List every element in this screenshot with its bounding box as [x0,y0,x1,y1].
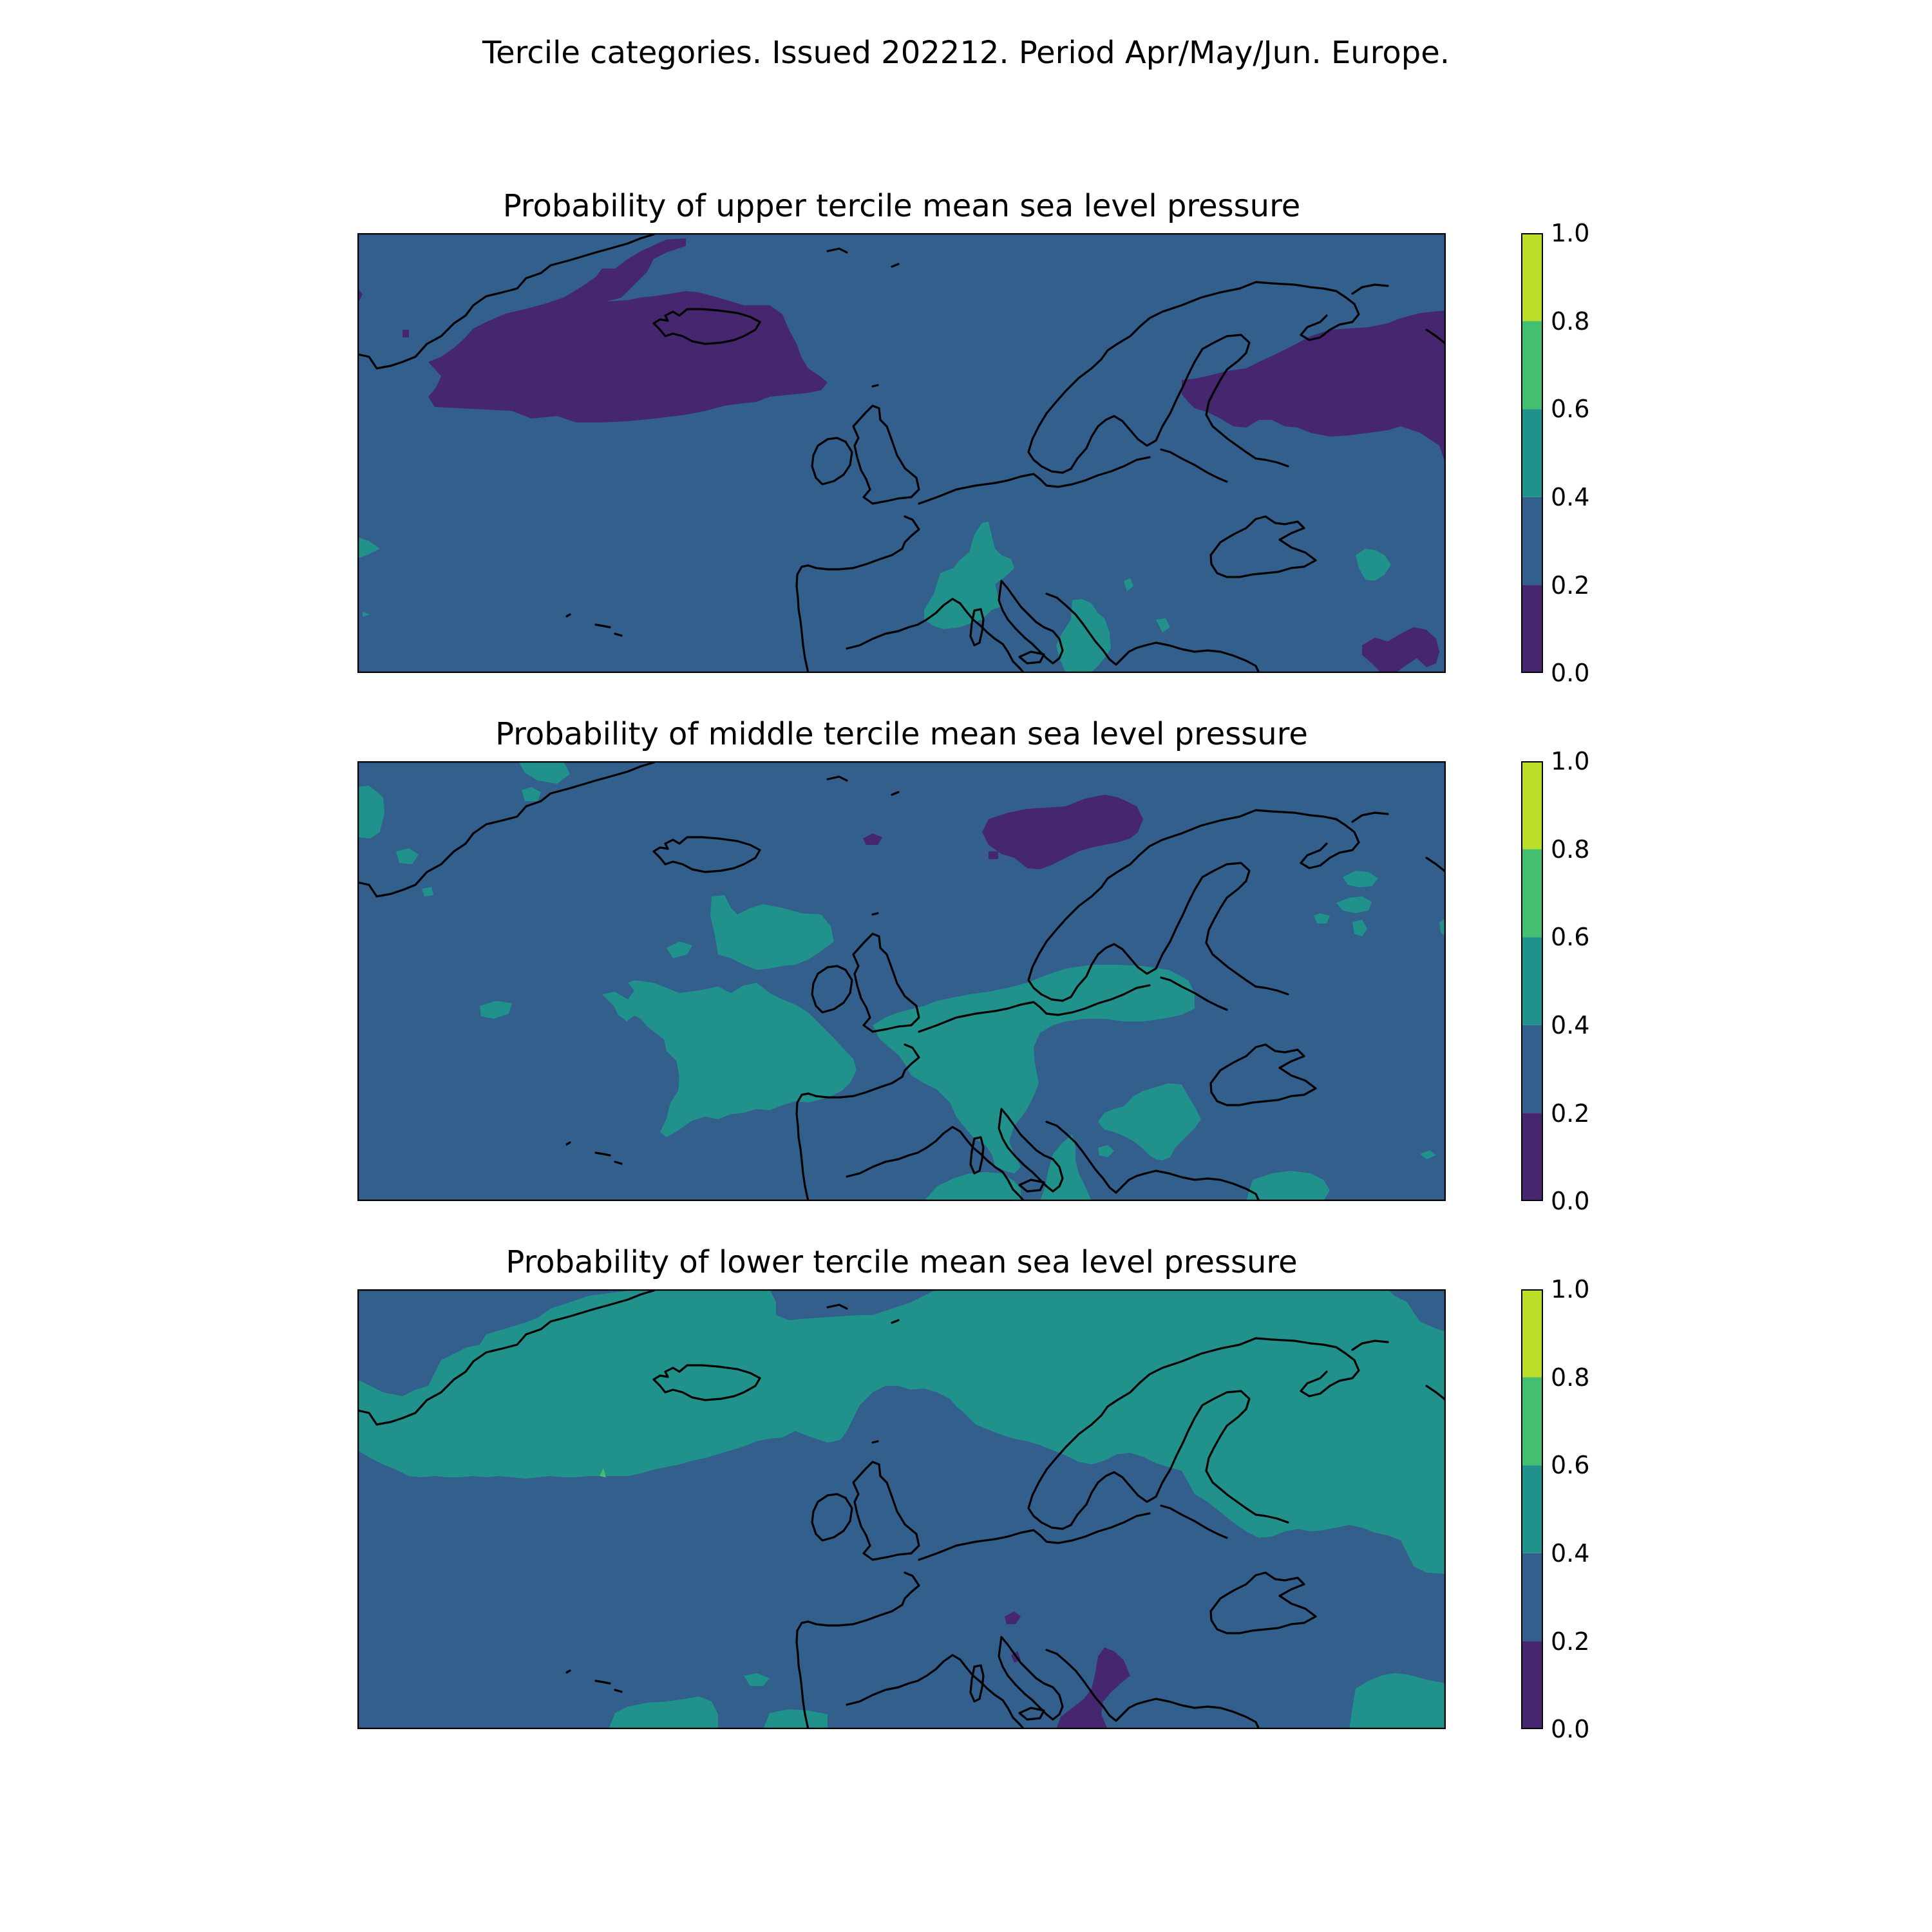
colorbar-tick-label: 1.0 [1551,1275,1590,1303]
colorbar-tick-label: 0.8 [1551,1363,1590,1392]
panel-title-upper: Probability of upper tercile mean sea level pressure [502,188,1301,224]
colorbar-tick-label: 0.4 [1551,1011,1590,1039]
colorbar-tick-label: 0.8 [1551,835,1590,864]
colorbar-bin-0.4-0.6 [1521,1465,1543,1553]
colorbar-bin-0.8-1.0 [1521,761,1543,849]
colorbar-tick-label: 0.4 [1551,483,1590,511]
colorbar-bin-0.6-0.8 [1521,1378,1543,1466]
colorbar-bin-0.4-0.6 [1521,937,1543,1025]
prob-region-0.0-0.2 [402,330,409,337]
colorbar-tick-label: 0.6 [1551,395,1590,423]
colorbar-bin-0.0-0.2 [1521,1641,1543,1729]
colorbar-bin-0.0-0.2 [1521,585,1543,673]
map-middle-tercile [357,761,1446,1201]
colorbar-bin-0.2-0.4 [1521,1553,1543,1642]
colorbar-tick-label: 0.2 [1551,1627,1590,1656]
colorbar-bin-0.6-0.8 [1521,321,1543,410]
colorbar-tick-label: 1.0 [1551,747,1590,775]
figure-title: Tercile categories. Issued 202212. Period Apr/May/Jun. Europe. [482,35,1450,71]
colorbar-bin-0.4-0.6 [1521,409,1543,497]
colorbar-middle [1521,761,1543,1201]
colorbar-bin-0.0-0.2 [1521,1113,1543,1201]
colorbar-bin-0.2-0.4 [1521,497,1543,585]
colorbar-lower [1521,1289,1543,1729]
panel-title-lower: Probability of lower tercile mean sea level pressure [506,1244,1298,1280]
panel-title-middle: Probability of middle tercile mean sea level pressure [495,716,1308,752]
colorbar-bin-0.6-0.8 [1521,849,1543,938]
colorbar-tick-label: 0.2 [1551,571,1590,600]
colorbar-tick-label: 0.0 [1551,1187,1590,1215]
prob-region-0.0-0.2 [989,851,998,859]
colorbar-tick-label: 1.0 [1551,219,1590,247]
colorbar-tick-label: 0.0 [1551,1715,1590,1743]
colorbar-bin-0.8-1.0 [1521,1289,1543,1378]
colorbar-tick-label: 0.6 [1551,1451,1590,1479]
map-lower-tercile [357,1289,1446,1729]
map-upper-tercile [357,233,1446,673]
prob-field-0.2-0.4 [357,233,1446,673]
colorbar-tick-label: 0.4 [1551,1539,1590,1567]
colorbar-bin-0.2-0.4 [1521,1025,1543,1113]
colorbar-bin-0.8-1.0 [1521,233,1543,321]
colorbar-tick-label: 0.2 [1551,1099,1590,1128]
colorbar-tick-label: 0.8 [1551,307,1590,336]
colorbar-upper [1521,233,1543,673]
colorbar-tick-label: 0.6 [1551,923,1590,951]
prob-field-0.2-0.4 [357,761,1446,1201]
colorbar-tick-label: 0.0 [1551,659,1590,687]
